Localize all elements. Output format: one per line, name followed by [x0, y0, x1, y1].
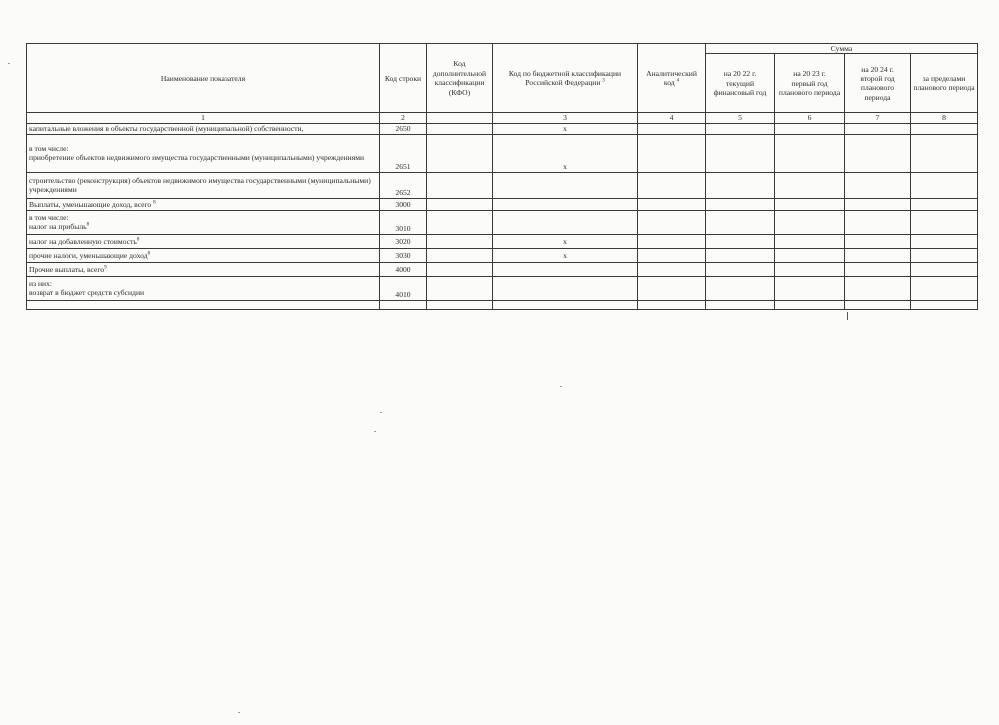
- row-sum-second[interactable]: [845, 300, 911, 309]
- row-sum-second[interactable]: [845, 262, 911, 276]
- header-second-yy: 24: [880, 64, 888, 74]
- col-number: 3: [493, 113, 638, 123]
- row-sum-first[interactable]: [775, 210, 845, 234]
- header-second-suffix: г.: [889, 64, 894, 74]
- row-sum-second[interactable]: [845, 198, 911, 210]
- row-kfo[interactable]: [427, 134, 493, 172]
- row-sum-first[interactable]: [775, 198, 845, 210]
- row-analytic[interactable]: [638, 134, 706, 172]
- row-sum-second[interactable]: [845, 234, 911, 248]
- header-budget-code: [493, 44, 638, 113]
- row-analytic[interactable]: [638, 262, 706, 276]
- row-kfo[interactable]: [427, 210, 493, 234]
- row-label: [27, 210, 380, 234]
- row-label-text: налог на прибыль: [29, 222, 87, 232]
- row-sum-second[interactable]: [845, 248, 911, 262]
- row-sum-second[interactable]: [845, 123, 911, 134]
- header-kfo: Код дополнительной классификации (КФО): [427, 44, 493, 113]
- row-sum-current[interactable]: [706, 300, 775, 309]
- table-row: [27, 123, 978, 134]
- header-budget-code-label: Код по бюджетной классификации Российской Федерации: [508, 68, 622, 88]
- table-row: [27, 172, 978, 198]
- row-code: 3030: [380, 248, 427, 262]
- row-budget-code: [493, 262, 638, 276]
- row-label: [27, 276, 380, 300]
- row-sum-current[interactable]: [706, 172, 775, 198]
- row-label-text: Выплаты, уменьшающие доход, всего: [29, 199, 152, 209]
- row-sum-first[interactable]: [775, 134, 845, 172]
- row-label: капитальные вложения в объекты государственной (муниципальной) собственности,: [27, 123, 380, 134]
- scan-speck: [560, 386, 562, 387]
- row-sum-second[interactable]: [845, 134, 911, 172]
- row-note: 8: [147, 251, 151, 257]
- row-budget-code: x: [493, 134, 638, 172]
- row-analytic[interactable]: [638, 198, 706, 210]
- row-label: [27, 198, 380, 210]
- header-current-prefix: на 20: [723, 69, 741, 79]
- row-note: 8: [86, 222, 90, 228]
- row-analytic[interactable]: [638, 248, 706, 262]
- row-sum-current[interactable]: [706, 234, 775, 248]
- row-sum-beyond[interactable]: [911, 198, 978, 210]
- row-analytic[interactable]: [638, 172, 706, 198]
- row-code: 4010: [380, 276, 427, 300]
- row-analytic[interactable]: [638, 210, 706, 234]
- row-sum-first[interactable]: [775, 172, 845, 198]
- row-label: строительство (реконструкция) объектов недвижимого имущества государственными (муниципальными) учреждениями: [27, 172, 380, 198]
- header-first-year: [775, 54, 845, 113]
- row-analytic[interactable]: [638, 300, 706, 309]
- row-kfo[interactable]: [427, 248, 493, 262]
- row-budget-code: [493, 198, 638, 210]
- row-lead: в том числе:: [29, 143, 69, 153]
- row-budget-code: x: [493, 248, 638, 262]
- header-analytic-label: Аналитический код: [646, 68, 697, 88]
- header-second-prefix: на 20: [861, 64, 879, 74]
- row-label: [27, 234, 380, 248]
- row-code: 3010: [380, 210, 427, 234]
- col-number: 2: [380, 113, 427, 123]
- row-sum-current[interactable]: [706, 248, 775, 262]
- row-sum-current[interactable]: [706, 134, 775, 172]
- scan-speck: [238, 712, 240, 713]
- col-number: 7: [845, 113, 911, 123]
- row-sum-beyond[interactable]: [911, 234, 978, 248]
- row-sum-first[interactable]: [775, 300, 845, 309]
- row-analytic[interactable]: [638, 276, 706, 300]
- row-note: 8: [153, 200, 156, 206]
- header-first-text: первый год планового периода: [778, 78, 841, 98]
- header-current-suffix: г.: [752, 69, 757, 79]
- table-row: [27, 198, 978, 210]
- row-kfo[interactable]: [427, 198, 493, 210]
- header-second-text: второй год планового периода: [860, 74, 895, 102]
- row-kfo[interactable]: [427, 262, 493, 276]
- row-sum-current[interactable]: [706, 276, 775, 300]
- header-current-yy: 22: [742, 69, 751, 79]
- row-sum-second[interactable]: [845, 210, 911, 234]
- row-label: [27, 134, 380, 172]
- row-sum-beyond[interactable]: [911, 276, 978, 300]
- row-budget-code: [493, 172, 638, 198]
- row-code: 4000: [380, 262, 427, 276]
- row-sum-second[interactable]: [845, 276, 911, 300]
- header-second-year: [845, 54, 911, 113]
- row-label: [27, 262, 380, 276]
- row-label-text: прочие налоги, уменьшающие доход: [29, 250, 148, 260]
- row-note: 9: [104, 265, 107, 271]
- row-sum-first[interactable]: [775, 276, 845, 300]
- header-analytic-note: 4: [676, 78, 680, 84]
- indicators-table: [26, 43, 978, 310]
- scan-speck: [380, 412, 382, 413]
- header-first-yy: 23: [812, 69, 820, 79]
- row-sum-beyond[interactable]: [911, 172, 978, 198]
- row-sum-first[interactable]: [775, 248, 845, 262]
- row-code: 3020: [380, 234, 427, 248]
- row-sum-current[interactable]: [706, 262, 775, 276]
- row-sum-current[interactable]: [706, 123, 775, 134]
- col-number: 1: [27, 113, 380, 123]
- header-current-year: [706, 54, 775, 113]
- table-row: [27, 276, 978, 300]
- row-budget-code: [493, 276, 638, 300]
- table-row: [27, 234, 978, 248]
- header-first-prefix: на 20: [793, 69, 811, 79]
- scan-speck: [8, 63, 10, 64]
- row-note: 8: [136, 237, 140, 243]
- row-kfo[interactable]: [427, 300, 493, 309]
- row-kfo[interactable]: [427, 234, 493, 248]
- row-sum-beyond[interactable]: [911, 248, 978, 262]
- row-code[interactable]: [380, 300, 427, 309]
- col-number: 5: [706, 113, 775, 123]
- row-sum-beyond[interactable]: [911, 123, 978, 134]
- row-code: 3000: [380, 198, 427, 210]
- row-label: [27, 248, 380, 262]
- header-sum: Сумма: [706, 44, 978, 54]
- col-number: 6: [775, 113, 845, 123]
- row-lead: из них:: [29, 278, 52, 288]
- header-budget-code-note: 3: [602, 78, 605, 84]
- row-sum-second[interactable]: [845, 172, 911, 198]
- col-number: 8: [911, 113, 978, 123]
- row-sum-beyond[interactable]: [911, 210, 978, 234]
- row-lead: в том числе:: [29, 212, 69, 222]
- row-label-text: возврат в бюджет средств субсидии: [29, 288, 145, 298]
- table-row: [27, 248, 978, 262]
- report-form: [26, 43, 977, 310]
- col-number: 4: [638, 113, 706, 123]
- row-sum-current[interactable]: [706, 198, 775, 210]
- row-kfo[interactable]: [427, 276, 493, 300]
- header-first-suffix: г.: [821, 69, 826, 79]
- table-row: [27, 262, 978, 276]
- header-current-text: текущий финансовый год: [713, 78, 767, 98]
- row-sum-first[interactable]: [775, 234, 845, 248]
- row-sum-beyond[interactable]: [911, 300, 978, 309]
- row-sum-beyond[interactable]: [911, 134, 978, 172]
- row-budget-code: [493, 210, 638, 234]
- scan-speck: [374, 431, 376, 432]
- table-row-blank: [27, 300, 978, 309]
- row-sum-beyond[interactable]: [911, 262, 978, 276]
- row-sum-first[interactable]: [775, 123, 845, 134]
- row-code: 2650: [380, 123, 427, 134]
- row-budget-code: x: [493, 234, 638, 248]
- row-budget-code[interactable]: [493, 300, 638, 309]
- row-label-text: Прочие выплаты, всего: [29, 264, 105, 274]
- row-sum-first[interactable]: [775, 262, 845, 276]
- header-name: Наименование показателя: [27, 44, 380, 113]
- row-label-text: приобретение объектов недвижимого имущества государственными (муниципальными) учреждениями: [29, 153, 365, 163]
- row-code: 2651: [380, 134, 427, 172]
- header-analytic: [638, 44, 706, 113]
- row-code: 2652: [380, 172, 427, 198]
- row-sum-current[interactable]: [706, 210, 775, 234]
- header-beyond: за пределами планового периода: [911, 54, 978, 113]
- table-row: [27, 210, 978, 234]
- scan-mark: [847, 312, 848, 320]
- row-label[interactable]: [27, 300, 380, 309]
- row-label-text: налог на добавленную стоимость: [29, 236, 137, 246]
- row-analytic[interactable]: [638, 234, 706, 248]
- col-number: [427, 113, 493, 123]
- row-analytic[interactable]: [638, 123, 706, 134]
- row-budget-code: x: [493, 123, 638, 134]
- row-kfo[interactable]: [427, 123, 493, 134]
- header-row-code: Код строки: [380, 44, 427, 113]
- table-row: [27, 134, 978, 172]
- row-kfo[interactable]: [427, 172, 493, 198]
